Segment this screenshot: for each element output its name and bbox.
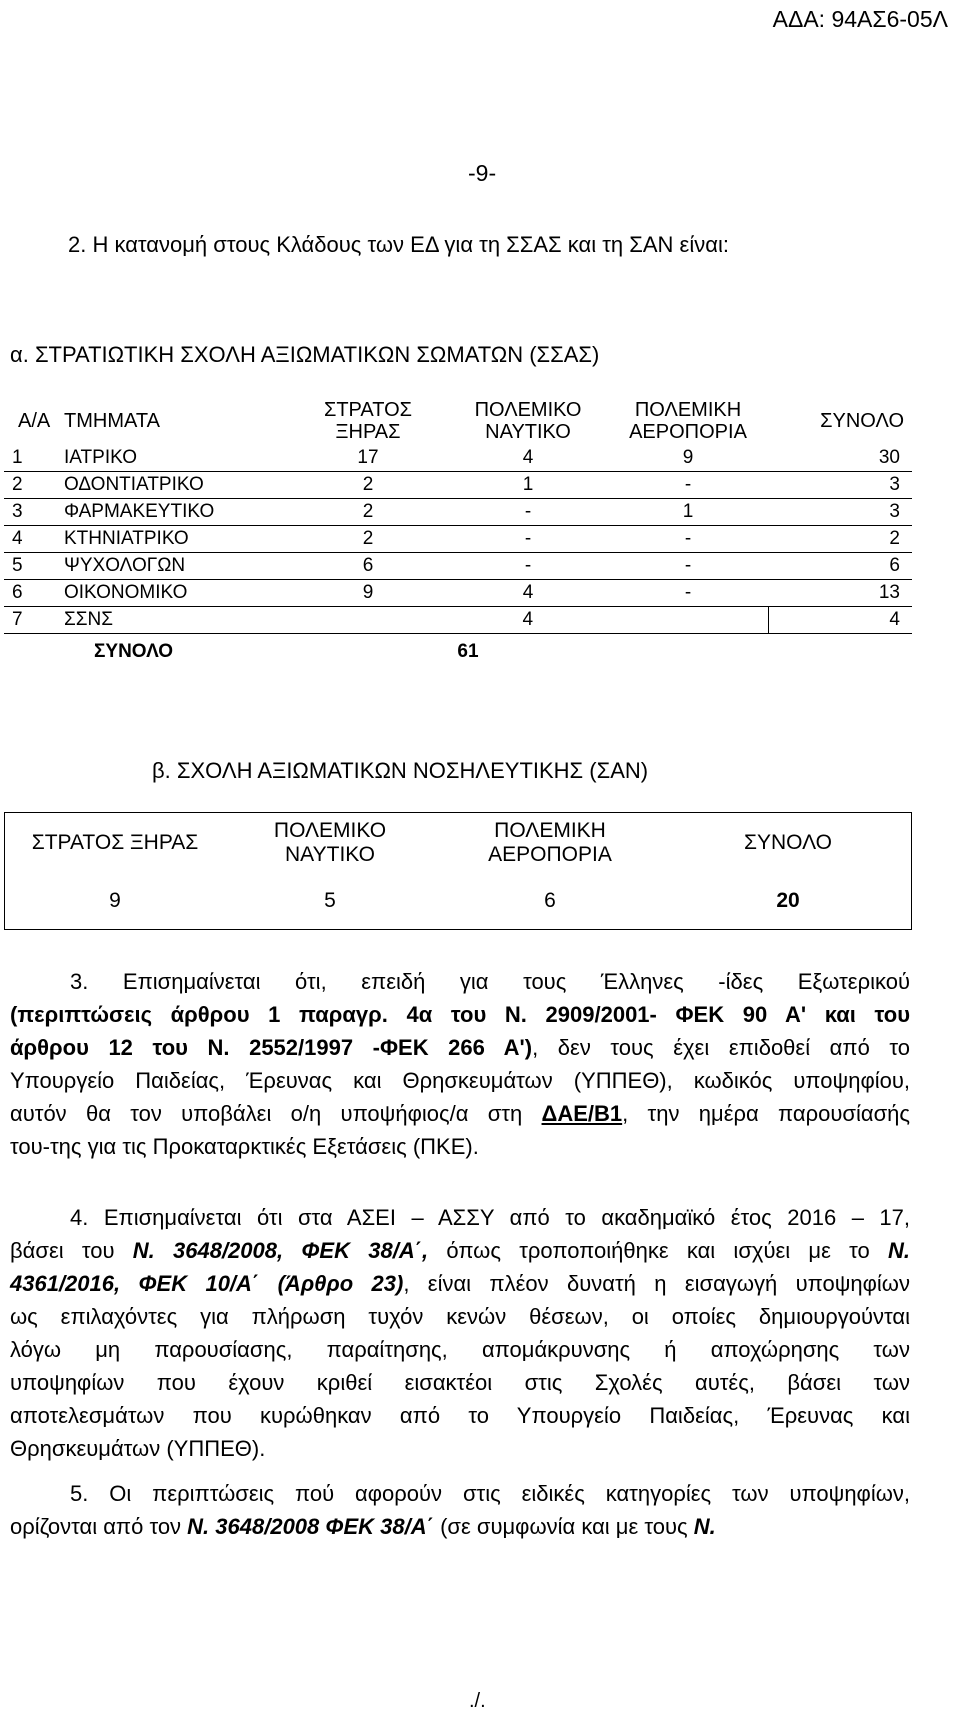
text-line	[10, 1031, 910, 1064]
row-name: ΨΥΧΟΛΟΓΩΝ	[64, 553, 288, 580]
text-line: (περιπτώσεις άρθρου 1 παραγρ. 4α του Ν. 2909/2001- ΦΕΚ 90 Α' και του	[10, 1002, 910, 1027]
dae-b1-reference: ΔΑΕ/Β1	[541, 1101, 623, 1126]
row-army: 9	[288, 580, 448, 607]
row-air: 1	[608, 499, 768, 526]
col-header-army: ΣΤΡΑΤΟΣ ΞΗΡΑΣ	[31, 831, 199, 854]
page-end-mark: ./.	[469, 1690, 486, 1712]
row-name: ΚΤΗΝΙΑΤΡΙΚΟ	[64, 526, 288, 553]
law-reference: 4361/2016, ΦΕΚ 10/Α΄ (Άρθρο 23)	[10, 1271, 404, 1296]
text-line	[10, 1510, 910, 1543]
row-name: ΦΑΡΜΑΚΕΥΤΙΚΟ	[64, 499, 288, 526]
text-span: βάσει του	[10, 1238, 133, 1263]
row-air: -	[608, 472, 768, 499]
law-reference: άρθρου 12 του Ν. 2552/1997 -ΦΕΚ 266 Α')	[10, 1035, 533, 1060]
table-row	[4, 445, 912, 472]
paragraph-4	[10, 1234, 910, 1465]
col-header-navy: ΠΟΛΕΜΙΚΟ ΝΑΥΤΙΚΟ	[474, 399, 582, 443]
row-aa: 1	[4, 445, 64, 472]
law-reference: Ν.	[693, 1514, 716, 1539]
value-air: 6	[544, 889, 556, 912]
value-total: 20	[776, 889, 800, 912]
row-navy: 4	[448, 580, 608, 607]
text-line: λόγω μη παρουσίασης, παραίτησης, απομάκρυνσης ή αποχώρησης των	[10, 1337, 910, 1362]
col-header-navy: ΠΟΛΕΜΙΚΟ ΝΑΥΤΙΚΟ	[273, 819, 387, 866]
table-a-title: α. ΣΤΡΑΤΙΩΤΙΚΗ ΣΧΟΛΗ ΑΞΙΩΜΑΤΙΚΩΝ ΣΩΜΑΤΩΝ (ΣΣΑΣ)	[10, 342, 600, 367]
row-total: 13	[768, 580, 912, 607]
row-navy: 1	[448, 472, 608, 499]
paragraph-4-first-line	[70, 1201, 910, 1234]
row-aa: 3	[4, 499, 64, 526]
paragraph-3-first-line	[70, 965, 910, 998]
row-air: -	[608, 526, 768, 553]
row-name: ΣΣΝΣ	[64, 607, 288, 634]
text-span: αυτόν θα τον υποβάλει ο/η υποψήφιος/α στη	[10, 1101, 542, 1126]
row-army: 17	[288, 445, 448, 472]
table-b-title: β. ΣΧΟΛΗ ΑΞΙΩΜΑΤΙΚΩΝ ΝΟΣΗΛΕΥΤΙΚΗΣ (ΣΑΝ)	[152, 758, 649, 783]
row-aa: 5	[4, 553, 64, 580]
row-navy: -	[448, 553, 608, 580]
value-army: 9	[109, 889, 121, 912]
table-san	[4, 812, 912, 930]
table-row	[4, 472, 912, 499]
text-span: (σε συμφωνία και με τους	[433, 1514, 694, 1539]
total-value: 61	[457, 641, 479, 662]
row-merged-value: 4	[288, 607, 768, 634]
row-total: 6	[768, 553, 912, 580]
total-label: ΣΥΝΟΛΟ	[94, 641, 174, 662]
row-name: ΟΔΟΝΤΙΑΤΡΙΚΟ	[64, 472, 288, 499]
text-span: ορίζονται από τον	[10, 1514, 188, 1539]
row-aa: 4	[4, 526, 64, 553]
row-army: 2	[288, 472, 448, 499]
paragraph-5-first-line	[70, 1477, 910, 1510]
text-span: , την ημέρα παρουσίασής	[622, 1101, 911, 1126]
text-line: ως επιλαχόντες για πλήρωση τυχόν κενών θέσεων, οι οποίες δημιουργούνται	[10, 1304, 910, 1329]
row-total: 3	[768, 472, 912, 499]
text-line: 3. Επισημαίνεται ότι, επειδή για τους Έλληνες -ίδες Εξωτερικού	[70, 969, 910, 994]
table-header-row	[4, 397, 912, 445]
table-row	[4, 499, 912, 526]
text-span: , είναι πλέον δυνατή η εισαγωγή υποψηφίων	[403, 1271, 910, 1296]
text-line: Υπουργείο Παιδείας, Έρευνας και Θρησκευμάτων (ΥΠΠΕΘ), κωδικός υποψηφίου,	[10, 1068, 910, 1093]
table-ssas	[4, 397, 912, 670]
row-aa: 6	[4, 580, 64, 607]
row-navy: 4	[448, 445, 608, 472]
page-number: -9-	[468, 160, 497, 186]
text-line: 4. Επισημαίνεται ότι στα ΑΣΕΙ – ΑΣΣΥ από το ακαδημαϊκό έτος 2016 – 17,	[70, 1205, 910, 1230]
text-line: Θρησκευμάτων (ΥΠΠΕΘ).	[10, 1436, 266, 1461]
paragraph-5	[10, 1510, 910, 1543]
text-line: 5. Οι περιπτώσεις πού αφορούν στις ειδικές κατηγορίες των υποψηφίων,	[70, 1481, 910, 1506]
col-header-dept: ΤΜΗΜΑΤΑ	[64, 410, 160, 432]
text-span: όπως τροποποιήθηκε και ισχύει με το	[428, 1238, 888, 1263]
table-row	[4, 526, 912, 553]
table-row-ssns	[4, 607, 912, 634]
row-navy: -	[448, 499, 608, 526]
table-row	[4, 553, 912, 580]
row-army: 6	[288, 553, 448, 580]
col-header-aa: Α/Α	[18, 410, 51, 432]
text-line: υποψηφίων που έχουν κριθεί εισακτέοι στις Σχολές αυτές, βάσει των	[10, 1370, 910, 1395]
table-total-row	[4, 634, 912, 671]
row-air: -	[608, 553, 768, 580]
text-line	[10, 1267, 910, 1300]
text-line	[10, 1234, 910, 1267]
col-header-air: ΠΟΛΕΜΙΚΗ ΑΕΡΟΠΟΡΙΑ	[488, 819, 612, 866]
row-total: 30	[768, 445, 912, 472]
ada-code: ΑΔΑ: 94ΑΣ6-05Λ	[772, 6, 948, 32]
row-total: 3	[768, 499, 912, 526]
col-header-air: ΠΟΛΕΜΙΚΗ ΑΕΡΟΠΟΡΙΑ	[629, 399, 747, 443]
row-army: 2	[288, 499, 448, 526]
paragraph-3	[10, 998, 910, 1163]
section-2-heading: 2. Η κατανομή στους Κλάδους των ΕΔ για τη ΣΣΑΣ και τη ΣΑΝ είναι:	[68, 232, 729, 257]
row-name: ΙΑΤΡΙΚΟ	[64, 445, 288, 472]
col-header-army: ΣΤΡΑΤΟΣ ΞΗΡΑΣ	[323, 399, 413, 443]
row-name: ΟΙΚΟΝΟΜΙΚΟ	[64, 580, 288, 607]
row-aa: 2	[4, 472, 64, 499]
value-navy: 5	[324, 889, 336, 912]
row-navy: -	[448, 526, 608, 553]
row-total: 2	[768, 526, 912, 553]
row-army: 2	[288, 526, 448, 553]
total-empty	[608, 634, 912, 671]
law-reference: Ν.	[887, 1238, 910, 1263]
law-reference: Ν. 3648/2008, ΦΕΚ 38/Α΄,	[132, 1238, 429, 1263]
row-air: -	[608, 580, 768, 607]
text-line	[10, 1097, 910, 1130]
text-line: αποτελεσμάτων που κυρώθηκαν από το Υπουργείο Παιδείας, Έρευνας και	[10, 1403, 910, 1428]
text-line: του-της για τις Προκαταρκτικές Εξετάσεις (ΠΚΕ).	[10, 1134, 479, 1159]
row-total: 4	[768, 607, 912, 634]
col-header-total: ΣΥΝΟΛΟ	[820, 410, 904, 432]
table-header-row	[5, 813, 912, 874]
row-air: 9	[608, 445, 768, 472]
row-aa: 7	[4, 607, 64, 634]
text-span: , δεν τους έχει επιδοθεί από το	[532, 1035, 910, 1060]
col-header-total: ΣΥΝΟΛΟ	[743, 831, 833, 854]
table-row	[4, 580, 912, 607]
table-row	[5, 873, 912, 930]
law-reference: Ν. 3648/2008 ΦΕΚ 38/Α΄	[187, 1514, 434, 1539]
